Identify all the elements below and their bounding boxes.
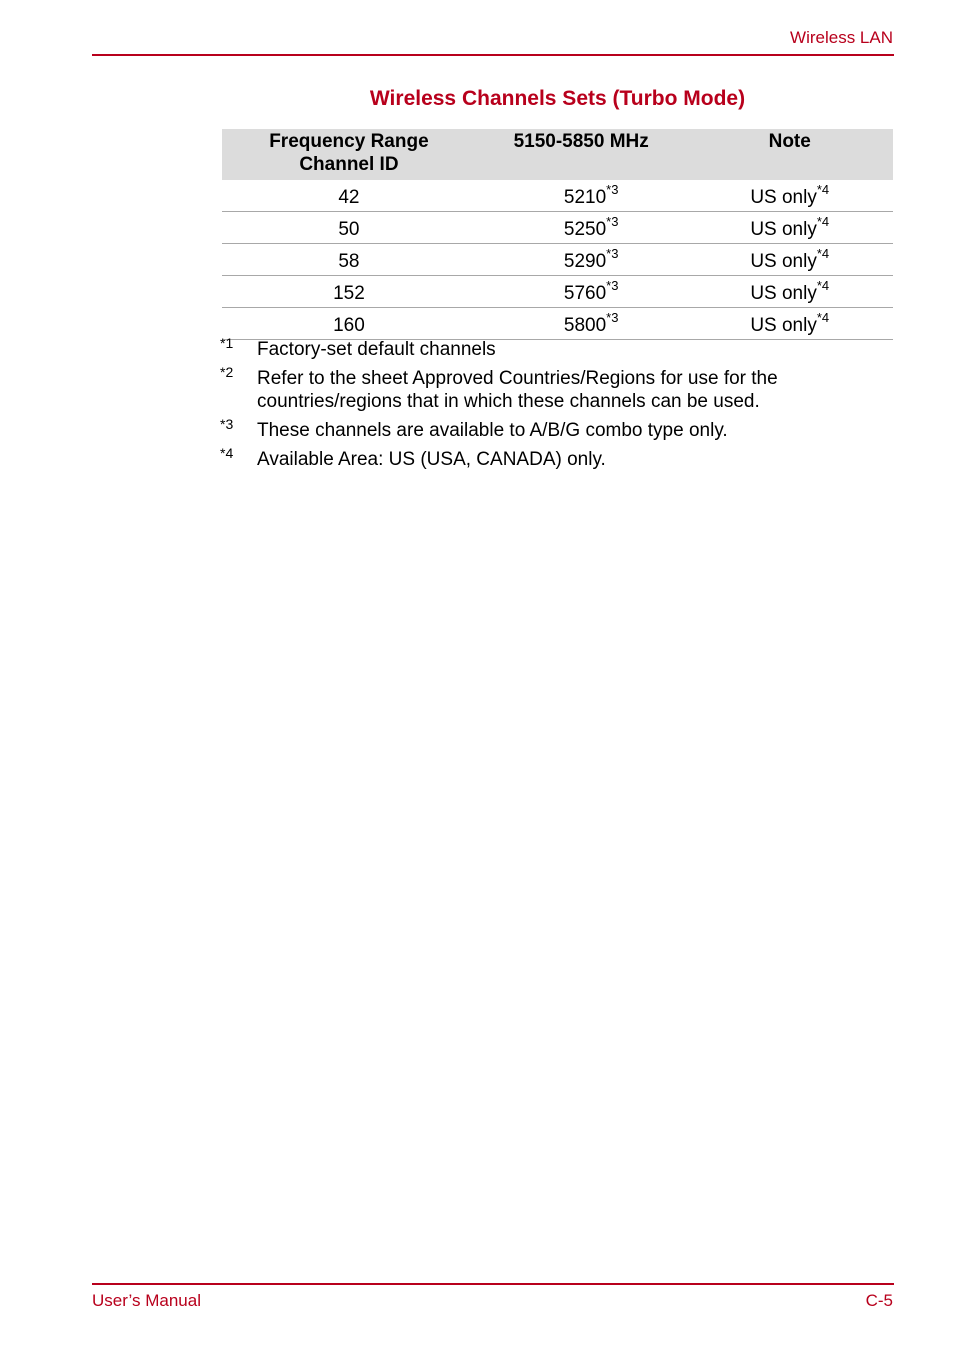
table-row xyxy=(222,308,893,340)
footnote-text: Factory-set default channels xyxy=(257,339,496,360)
footnotes xyxy=(220,335,840,477)
frequency-cell: 5210$^{*3}$ xyxy=(476,180,687,212)
frequency-cell: 5800$^{*3}$ xyxy=(476,308,687,340)
table-row xyxy=(222,276,893,308)
footnote-text: countries/regions that in which these channels can be used. xyxy=(257,391,760,412)
footnote-mark: *2 xyxy=(220,364,234,380)
frequency-cell: 5760$^{*3}$ xyxy=(476,276,687,308)
table-header-row xyxy=(222,129,893,180)
section-title: Wireless Channels Sets (Turbo Mode) xyxy=(369,87,746,110)
note-cell: US only$^{*4}$ xyxy=(686,308,893,340)
channel-cell: 160 xyxy=(222,308,476,340)
footnote-item xyxy=(220,335,840,361)
channel-cell: 58 xyxy=(222,244,476,276)
note-cell: US only$^{*4}$ xyxy=(686,212,893,244)
footer-rule xyxy=(92,1283,894,1285)
footnote-text: These channels are available to A/B/G combo type only. xyxy=(257,420,728,441)
footnote-mark: *4 xyxy=(220,445,234,461)
table-row xyxy=(222,180,893,212)
footnote-item xyxy=(220,364,840,413)
footnote-mark: *3 xyxy=(220,416,234,432)
note-cell: US only$^{*4}$ xyxy=(686,244,893,276)
footnote-item xyxy=(220,445,840,471)
channel-cell: 152 xyxy=(222,276,476,308)
page-number: C-5 xyxy=(865,1291,893,1310)
footnote-text: Available Area: US (USA, CANADA) only. xyxy=(257,449,606,470)
channel-cell: 50 xyxy=(222,212,476,244)
note-cell: US only$^{*4}$ xyxy=(686,276,893,308)
footnote-mark: *1 xyxy=(220,335,234,351)
footer-manual-title: User’s Manual xyxy=(92,1291,201,1310)
header-channel-id: Frequency Range Channel ID xyxy=(222,129,476,180)
running-header: Wireless LAN xyxy=(790,28,893,47)
footnote-item xyxy=(220,416,840,442)
footnote-text: Refer to the sheet Approved Countries/Regions for use for the xyxy=(257,368,778,389)
table-row xyxy=(222,212,893,244)
channels-table xyxy=(222,129,893,340)
header-note: Note xyxy=(686,129,893,180)
frequency-cell: 5250$^{*3}$ xyxy=(476,212,687,244)
note-cell: US only$^{*4}$ xyxy=(686,180,893,212)
header-rule xyxy=(92,54,894,56)
table-row xyxy=(222,244,893,276)
channel-cell: 42 xyxy=(222,180,476,212)
frequency-cell: 5290$^{*3}$ xyxy=(476,244,687,276)
header-frequency: 5150-5850 MHz xyxy=(476,129,687,180)
